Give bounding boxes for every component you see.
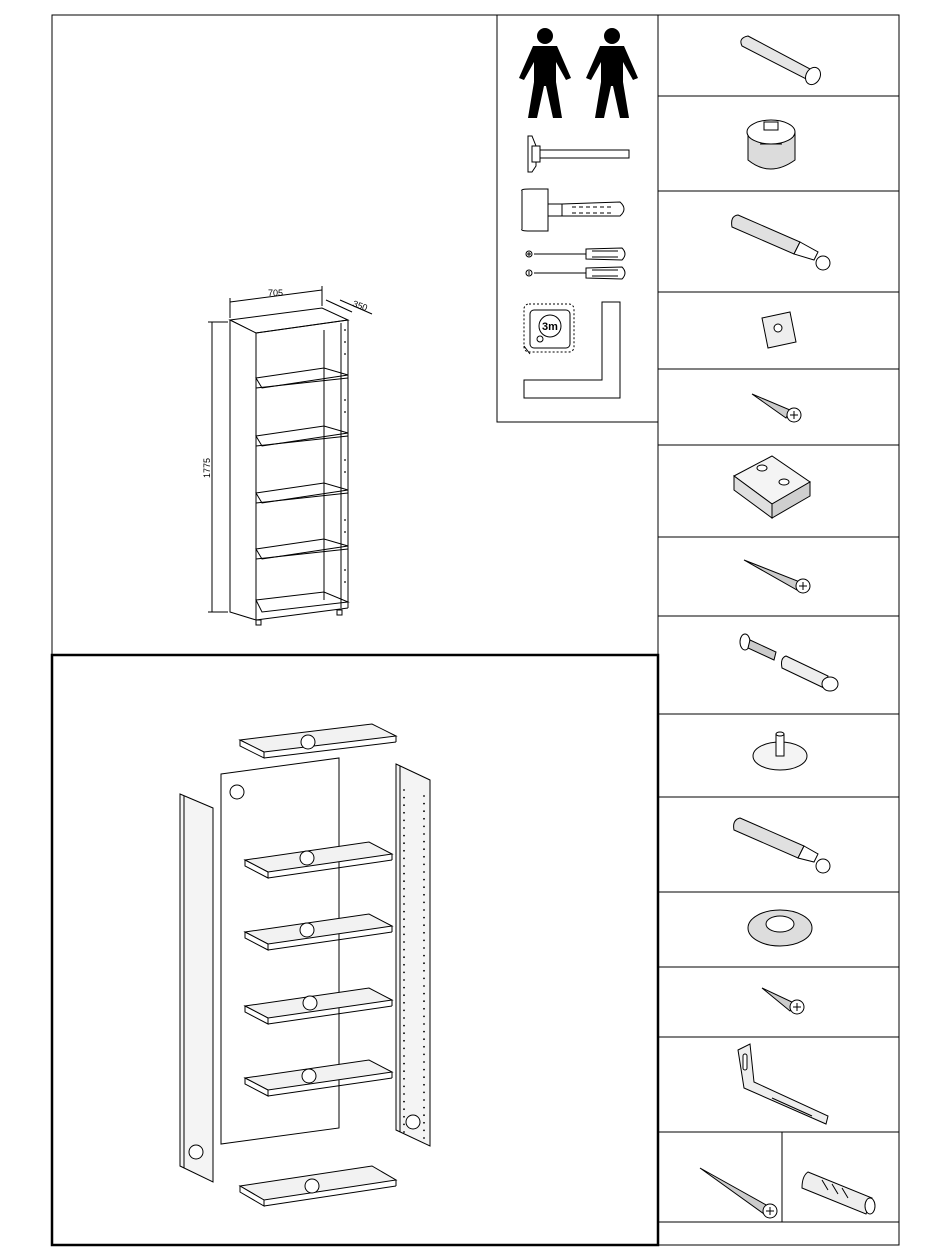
pin-hole [403, 1124, 405, 1126]
pin-hole [403, 842, 405, 844]
pin-hole [403, 979, 405, 981]
pin-hole [423, 871, 425, 873]
pin-hole [403, 1093, 405, 1095]
pin-hole [423, 978, 425, 980]
pin-hole [423, 810, 425, 812]
pin-hole [403, 1002, 405, 1004]
bottom-panel [240, 1166, 396, 1206]
pin-hole [423, 993, 425, 995]
pin-hole [403, 804, 405, 806]
pin-hole [423, 841, 425, 843]
pin-hole [403, 1101, 405, 1103]
pin-hole [423, 917, 425, 919]
pin-hole [403, 903, 405, 905]
pin-hole [423, 1038, 425, 1040]
pin-hole [423, 902, 425, 904]
pin-hole [423, 1099, 425, 1101]
pin-hole [423, 795, 425, 797]
pin-hole [423, 947, 425, 949]
pin-hole [403, 820, 405, 822]
pin-hole [423, 909, 425, 911]
pin-hole [423, 955, 425, 957]
top-panel [240, 724, 396, 758]
pin-hole [423, 1092, 425, 1094]
width-dimension: 705 [268, 288, 284, 298]
pin-hole [403, 918, 405, 920]
pin-hole [403, 1032, 405, 1034]
pin-hole [423, 940, 425, 942]
pin-hole [403, 949, 405, 951]
pin-hole [423, 826, 425, 828]
pin-hole [423, 1114, 425, 1116]
pin-hole [423, 1130, 425, 1132]
pin-hole [403, 1070, 405, 1072]
pin-hole [403, 850, 405, 852]
pin-hole [423, 1000, 425, 1002]
pin-hole [423, 1107, 425, 1109]
pin-hole [423, 1008, 425, 1010]
pin-hole [403, 865, 405, 867]
pin-hole [423, 1016, 425, 1018]
depth-dimension: 350 [351, 298, 369, 314]
pin-hole [423, 985, 425, 987]
pin-hole [423, 1084, 425, 1086]
left-side-panel [180, 794, 213, 1182]
pin-hole [423, 879, 425, 881]
pin-hole [403, 987, 405, 989]
pin-hole [403, 1086, 405, 1088]
pin-hole [423, 932, 425, 934]
pin-hole [403, 1017, 405, 1019]
pin-hole [403, 1025, 405, 1027]
pin-hole [403, 1116, 405, 1118]
pin-hole [403, 972, 405, 974]
pin-hole [423, 803, 425, 805]
pin-hole [423, 1054, 425, 1056]
pin-hole [403, 994, 405, 996]
tape-label: 3m [542, 321, 558, 333]
pin-hole [423, 970, 425, 972]
pin-hole [423, 894, 425, 896]
pin-hole [423, 1031, 425, 1033]
pin-hole [423, 833, 425, 835]
pin-hole [423, 1061, 425, 1063]
pin-hole [403, 880, 405, 882]
pin-hole [423, 848, 425, 850]
pin-hole [403, 956, 405, 958]
pin-hole [423, 1069, 425, 1071]
pin-hole [403, 926, 405, 928]
pin-hole [403, 797, 405, 799]
pin-hole [403, 1078, 405, 1080]
pin-hole [403, 934, 405, 936]
pin-hole [403, 911, 405, 913]
pin-hole [403, 827, 405, 829]
pin-hole [423, 818, 425, 820]
pin-hole [403, 1010, 405, 1012]
pin-hole [423, 886, 425, 888]
pin-hole [423, 924, 425, 926]
pin-hole [403, 1040, 405, 1042]
pin-hole [403, 1131, 405, 1133]
pin-hole [403, 1048, 405, 1050]
pin-hole [403, 896, 405, 898]
pin-hole [403, 888, 405, 890]
pin-hole [423, 1137, 425, 1139]
right-side-panel [396, 764, 430, 1146]
pin-hole [403, 1063, 405, 1065]
pin-hole [403, 941, 405, 943]
pin-hole [403, 1108, 405, 1110]
pin-hole [423, 864, 425, 866]
pin-hole [403, 812, 405, 814]
pin-hole [423, 962, 425, 964]
pin-hole [423, 1076, 425, 1078]
pin-hole [423, 1046, 425, 1048]
pin-hole [403, 789, 405, 791]
pin-hole [423, 1023, 425, 1025]
pin-hole [403, 1055, 405, 1057]
pin-hole [403, 873, 405, 875]
pin-hole [403, 835, 405, 837]
pin-hole [403, 858, 405, 860]
height-dimension: 1775 [202, 457, 212, 478]
pin-hole [423, 1122, 425, 1124]
pin-hole [403, 964, 405, 966]
pin-hole [423, 856, 425, 858]
